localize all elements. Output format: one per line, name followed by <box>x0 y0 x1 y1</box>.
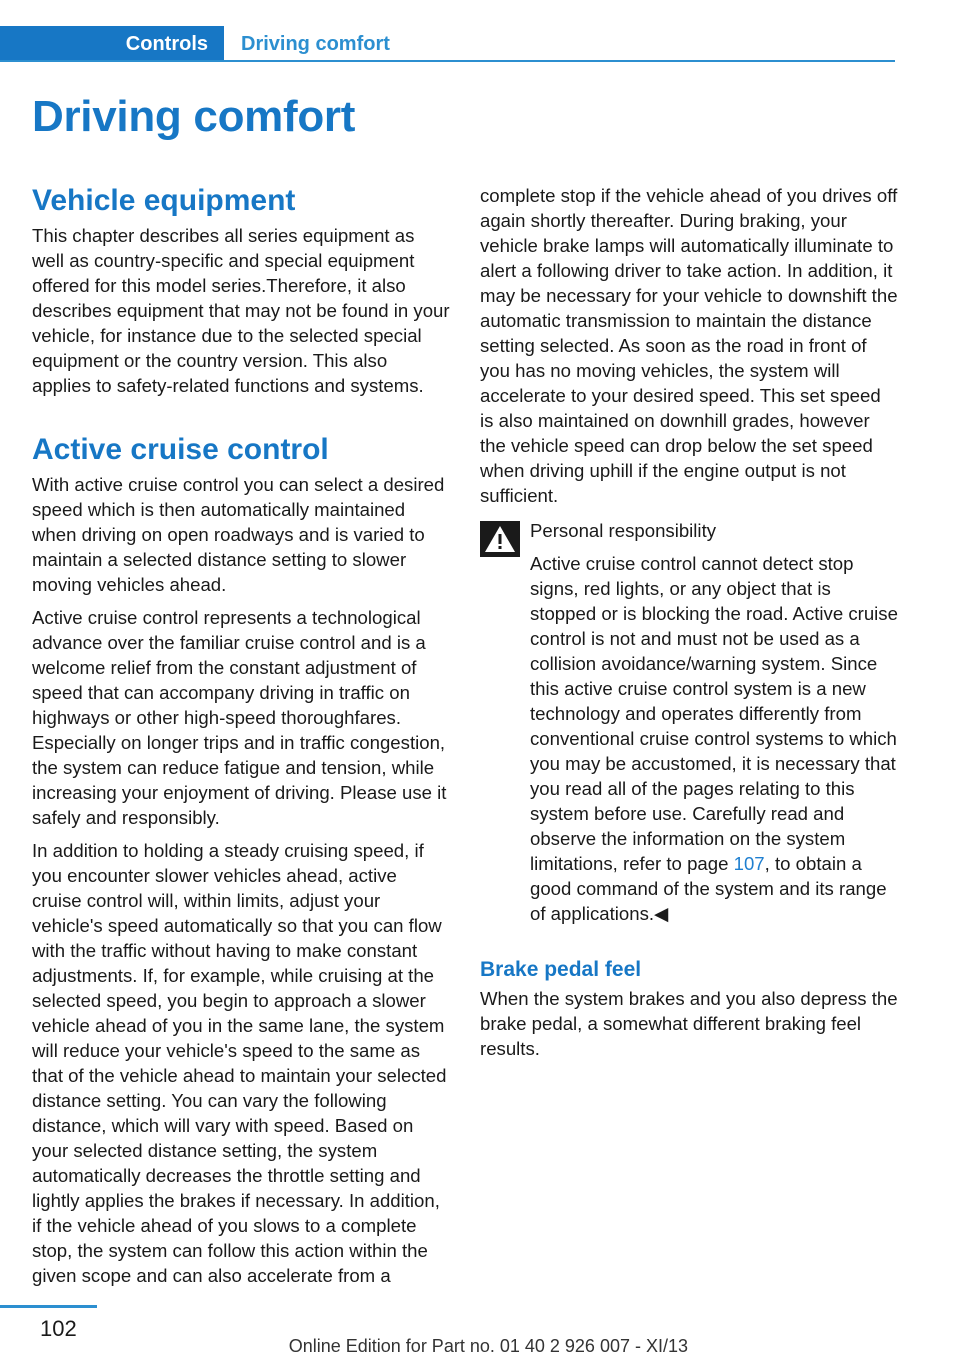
section-tab-driving-comfort[interactable]: Driving comfort <box>241 33 390 55</box>
right-column <box>480 183 898 1069</box>
page-header <box>0 26 895 62</box>
paragraph-acc-operation: In addition to holding a steady cruising speed, if you encounter slower vehicles ahead, active cruise control will, within limits, adjust your vehicle's speed automatically so that you can flow with the traffic without having to make constant adjustments. If, for example, while cruising at the selected speed, you begin to approach a slower vehicle ahead of you in the same lane, the system will reduce your vehicle's speed to the same as that of the vehicle ahead to maintain your selected distance setting. You can vary the following distance, which will vary with speed. Based on your selected distance setting, the system automatically decreases the throttle setting and lightly applies the brakes if necessary. In addition, if the vehicle ahead of you slows to a complete stop, the system can follow this action within the given scope and can also accelerate from a <box>32 840 447 1286</box>
header-rule <box>0 60 895 62</box>
page-number: 102 <box>40 1316 77 1341</box>
heading-active-cruise-control: Active cruise control <box>32 433 329 466</box>
warning-box <box>480 518 898 926</box>
warning-text-part2: , to obtain a good command of the system and its range of applications.◀ <box>530 853 887 924</box>
left-column <box>32 183 450 1296</box>
paragraph-vehicle-equipment: This chapter describes all series equipment as well as country-specific and special equipment offered for this model series.Therefore, it also describes equipment that may not be found in your vehicle, for instance due to the selected special equipment or the country version. This also applies to safety-related functions and systems. <box>32 225 450 396</box>
heading-brake-pedal-feel: Brake pedal feel <box>480 958 642 981</box>
page-title: Driving comfort <box>32 92 356 141</box>
warning-text <box>530 551 898 926</box>
footer-rule <box>0 1305 97 1308</box>
heading-vehicle-equipment: Vehicle equipment <box>32 184 296 217</box>
page-link-107[interactable]: 107 <box>733 853 765 874</box>
paragraph-acc-intro: With active cruise control you can select a desired speed which is then automatically maintained when driving on open roadways and is varied to maintain a selected distance setting to slower moving vehicles ahead. <box>32 474 445 595</box>
paragraph-brake-pedal-feel: When the system brakes and you also depress the brake pedal, a somewhat different braking feel results. <box>480 988 898 1059</box>
section-tab-controls[interactable]: Controls <box>0 26 224 62</box>
warning-text-part1: Active cruise control cannot detect stop signs, red lights, or any object that is stopped or is blocking the road. Active cruise control is not and must not be used as a collision avoidance/warning system. Since this active cruise control system is a new technology and operates differently from conventional cruise control systems to which you may be accustomed, it is necessary that you read all of the pages relating to this system before use. Carefully read and observe the information on the system limitations, refer to page <box>530 553 898 874</box>
paragraph-acc-operation-continued: complete stop if the vehicle ahead of you drives off again shortly thereafter. During braking, your vehicle brake lamps will automatically illuminate to alert a following driver to take action. In addition, it may be necessary for your vehicle to downshift the automatic transmission to maintain the distance setting selected. As soon as the road in front of you has no moving vehicles, the system will accelerate to your desired speed. This set speed is also maintained on downhill grades, however the vehicle speed can drop below the set speed when driving uphill if the engine output is not sufficient. <box>480 185 898 506</box>
paragraph-acc-advance: Active cruise control represents a technological advance over the familiar cruise control and is a welcome relief from the constant adjustment of speed that can accompany driving in traffic on highways or other high-speed thoroughfares. Especially on longer trips and in traffic congestion, the system can reduce fatigue and tension, while increasing your enjoyment of driving. Please use it safely and responsibly. <box>32 607 447 828</box>
warning-title: Personal responsibility <box>530 520 717 541</box>
warning-triangle-icon <box>480 521 520 557</box>
edition-note: Online Edition for Part no. 01 40 2 926 007 - XI/13 <box>288 1336 688 1356</box>
